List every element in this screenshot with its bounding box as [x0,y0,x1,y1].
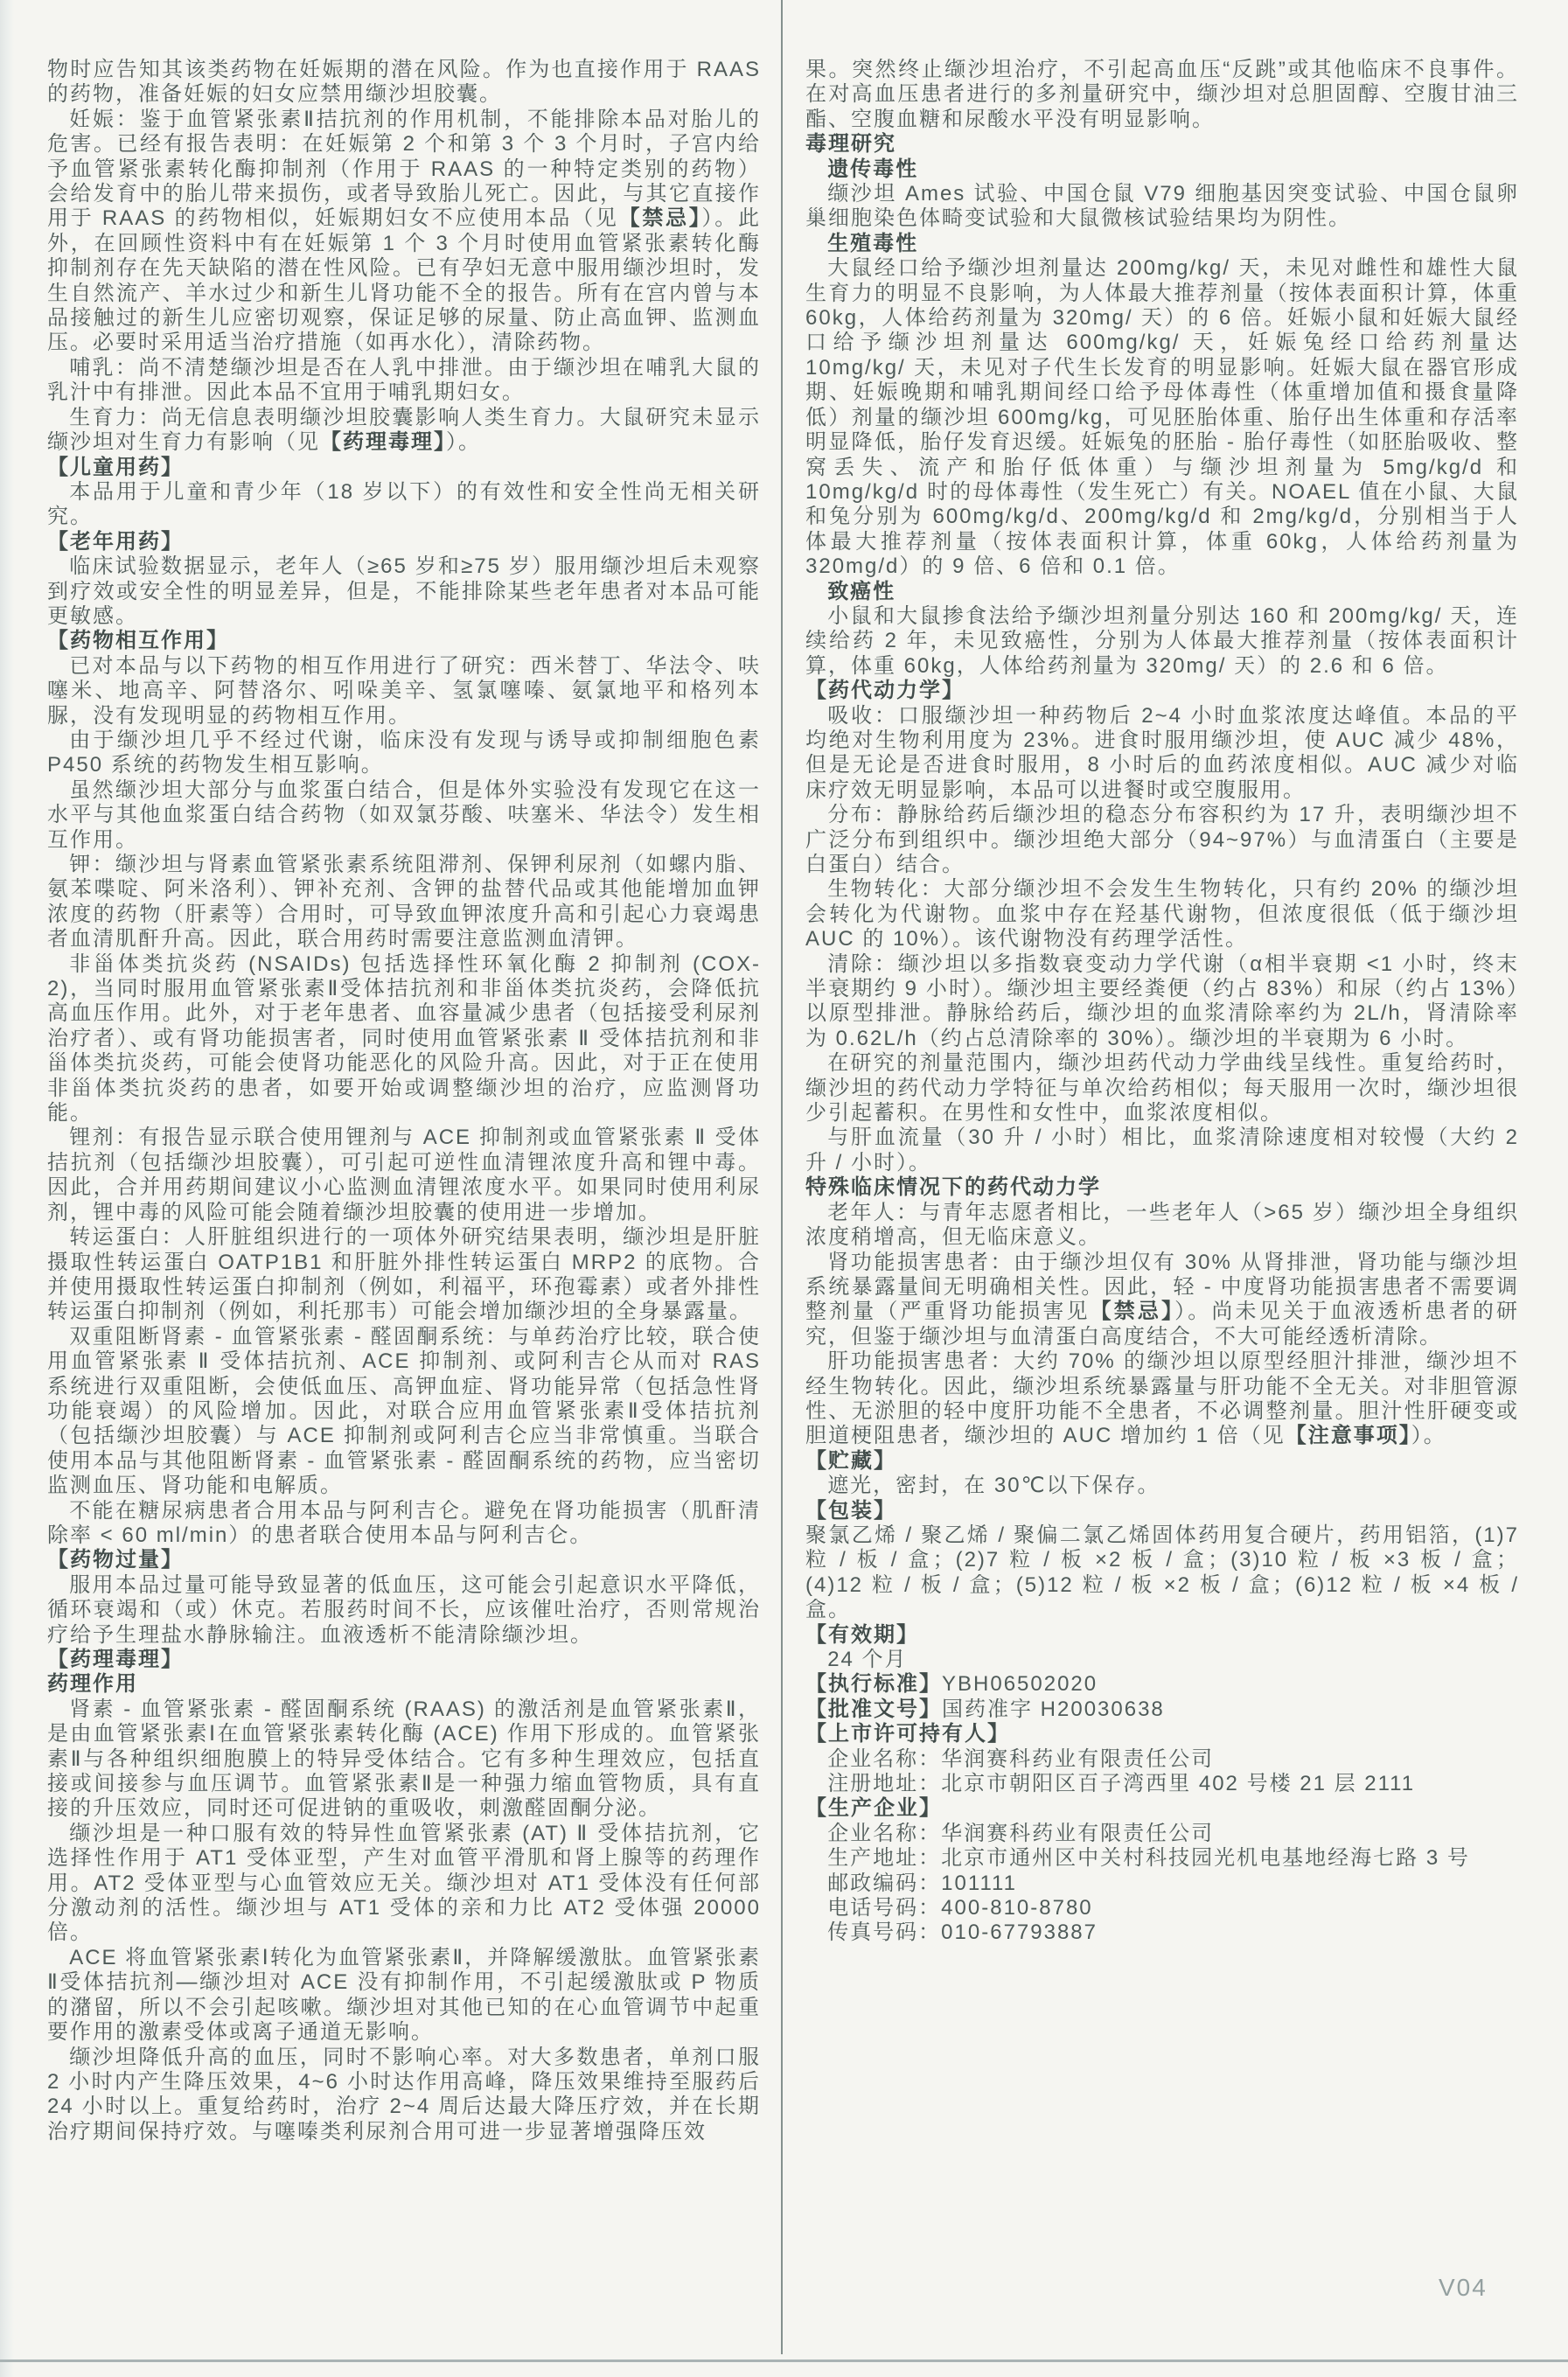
heading-overdose: 【药物过量】 [47,1548,184,1572]
paragraph-phone-number: 电话号码：400-810-8780 [827,1896,1093,1920]
paragraph-linearity: 在研究的剂量范围内，缬沙坦药代动力学曲线呈线性。重复给药时，缬沙坦的药代动力学特征与单次给药相似；每天服用一次时，缬沙坦很少引起蓄积。在男性和女性中，血浆浓度相似。 [805,1051,1519,1126]
paragraph-pregnancy-risk-continued: 物时应告知其该类药物在妊娠期的潜在风险。作为也直接作用于 RAAS 的药物，准备妊娠的妇女应禁用缬沙坦胶囊。 [47,58,761,107]
paragraph-manufacturer-address: 生产地址：北京市通州区中关村科技园光机电基地经海七路 3 号 [827,1846,1470,1871]
heading-pediatric-use: 【儿童用药】 [47,455,184,479]
paragraph-package: 聚氯乙烯 / 聚乙烯 / 聚偏二氯乙烯固体药用复合硬片，药用铝箔，(1)7 粒 / 板 / 盒；(2)7 粒 / 板 ×2 板 / 盒；(3)10 粒 / 板 ×3 板 / 盒；(4)12 粒 / 板 / 盒；(5)12 粒 / 板 ×2 板 / 盒；(6)12 粒 / 板 ×4 板 / 盒。 [805,1523,1519,1622]
heading-license-holder: 【上市许可持有人】 [805,1722,1010,1746]
paragraph-overdose: 服用本品过量可能导致显著的低血压，这可能会引起意识水平降低，循环衰竭和（或）休克。若服药时间不长，应该催吐治疗，否则常规治疗给予生理盐水静脉输注。血液透析不能清除缬沙坦。 [47,1572,761,1647]
paragraph-postal-code: 邮政编码：101111 [827,1871,1017,1895]
paragraph-storage: 遮光，密封，在 30℃以下保存。 [827,1474,1160,1498]
paragraph-p450: 由于缬沙坦几乎不经过代谢，临床没有发现与诱导或抑制细胞色素 P450 系统的药物发生相互影响。 [47,728,761,777]
column-divider-line [781,0,783,2354]
paragraph-nsaids: 非甾体类抗炎药 (NSAIDs) 包括选择性环氧化酶 2 抑制剂 (COX-2)，当同时服用血管紧张素Ⅱ受体拮抗剂和非甾体类抗炎药，会降低抗高血压作用。此外，对于老年患者、血容量减少患者（包括接受利尿剂治疗者）、或有肾功能损害者，同时使用血管紧张素 Ⅱ 受体拮抗剂和非甾体类抗炎药，可能会使肾功能恶化的风险升高。因此，对于正在使用非甾体类抗炎药的患者，如要开始或调整缬沙坦的治疗，应监测肾功能。 [47,951,761,1126]
heading-storage: 【贮藏】 [805,1448,896,1473]
subheading-reproductive-toxicity: 生殖毒性 [827,231,919,255]
paragraph-aliskiren: 不能在糖尿病患者合用本品与阿利吉仑。避免在肾功能损害（肌酐清除率 < 60 ml/min）的患者联合使用本品与阿利吉仑。 [47,1498,761,1547]
scan-edge-shadow [0,0,14,2377]
paragraph-carcinogenicity: 小鼠和大鼠掺食法给予缬沙坦剂量分别达 160 和 200mg/kg/ 天，连续给药 2 年，未见致癌性，分别为人体最大推荐剂量（按体表面积计算，体重 60kg，人体给药剂量为 320mg/ 天）的 2.6 和 6 倍。 [805,603,1519,678]
paragraph-holder-address: 注册地址：北京市朝阳区百子湾西里 402 号楼 21 层 2111 [827,1772,1416,1796]
paragraph-genotoxicity: 缬沙坦 Ames 试验、中国仓鼠 V79 细胞基因突变试验、中国仓鼠卵巢细胞染色体畸变试验和大鼠微核试验结果均为阴性。 [805,182,1519,231]
paragraph-elimination: 清除：缬沙坦以多指数衰变动力学代谢（α相半衰期 <1 小时，终末半衰期约 9 小时）。缬沙坦主要经粪便（约占 83%）和尿（约占 13%）以原型排泄。静脉给药后，缬沙坦的血浆清除率约为 2L/h，肾清除率为 0.62L/h（约占总清除率的 30%）。缬沙坦的半衰期为 6 小时。 [805,951,1519,1050]
paragraph-lactation: 哺乳：尚不清楚缬沙坦是否在人乳中排泄。由于缬沙坦在哺乳大鼠的乳汁中有排泄。因此本品不宜用于哺乳期妇女。 [47,355,761,405]
paragraph-distribution: 分布：静脉给药后缬沙坦的稳态分布容积约为 17 升，表明缬沙坦不广泛分布到组织中。缬沙坦绝大部分（94~97%）与血清蛋白（主要是白蛋白）结合。 [805,803,1519,876]
field-executive-standard: 【执行标准】YBH06502020 [805,1672,1098,1697]
paragraph-biotransformation: 生物转化：大部分缬沙坦不会发生生物转化，只有约 20% 的缬沙坦会转化为代谢物。血浆中存在羟基代谢物，但浓度很低（低于缬沙坦 AUC 的 10%）。该代谢物没有药理学活性。 [805,877,1519,951]
paragraph-fertility: 生育力：尚无信息表明缬沙坦胶囊影响人类生育力。大鼠研究未显示缬沙坦对生育力有影响（见【药理毒理】）。 [47,405,761,455]
heading-pharmacology-toxicology: 【药理毒理】 [47,1648,184,1671]
paragraph-potassium: 钾：缬沙坦与肾素血管紧张素系统阻滞剂、保钾利尿剂（如螺内脂、氨苯喋啶、阿米洛利）、钾补充剂、含钾的盐替代品或其他能增加血钾浓度的药物（肝素等）合用时，可导致血钾浓度升高和引起心力衰竭患者血清肌酐升高。因此，联合用药时需要注意监测血清钾。 [47,853,761,951]
paragraph-lithium: 锂剂：有报告显示联合使用锂剂与 ACE 抑制剂或血管紧张素 Ⅱ 受体拮抗剂（包括缬沙坦胶囊），可引起可逆性血清锂浓度升高和锂中毒。因此，合并用药期间建议小心监测血清锂浓度水平。如果同时使用利尿剂，锂中毒的风险可能会随着缬沙坦胶囊的使用进一步增加。 [47,1126,761,1224]
paragraph-absorption: 吸收：口服缬沙坦一种药物后 2~4 小时血浆浓度达峰值。本品的平均绝对生物利用度为 23%。进食时服用缬沙坦，使 AUC 减少 48%，但是无论是否进食时服用，8 小时后的血药浓度相似。AUC 减少对临床疗效无明显影响，本品可以进餐时或空腹服用。 [805,703,1519,802]
left-column [47,58,761,2144]
paragraph-transporters: 转运蛋白：人肝脏组织进行的一项体外研究结果表明，缬沙坦是肝脏摄取性转运蛋白 OATP1B1 和肝脏外排性转运蛋白 MRP2 的底物。合并使用摄取性转运蛋白抑制剂（例如，利福平，环孢霉素）或者外排性转运蛋白抑制剂（例如，利托那韦）可能会增加缬沙坦的全身暴露量。 [47,1225,761,1324]
paragraph-geriatric-use: 临床试验数据显示，老年人（≥65 岁和≥75 岁）服用缬沙坦后未观察到疗效或安全性的明显差异，但是，不能排除某些老年患者对本品可能更敏感。 [47,554,761,628]
right-column [805,58,1519,1946]
subheading-toxicology-research: 毒理研究 [805,132,896,157]
paragraph-renal-impairment: 肾功能损害患者：由于缬沙坦仅有 30% 从肾排泄，肾功能与缬沙坦系统暴露量间无明确相关性。因此，轻 - 中度肾功能损害患者不需要调整剂量（严重肾功能损害见【禁忌】）。尚未见关于血液透析患者的研究，但鉴于缬沙坦与血清蛋白高度结合，不大可能经透析清除。 [805,1250,1520,1349]
paragraph-bp-lowering: 缬沙坦降低升高的血压，同时不影响心率。对大多数患者，单剂口服 2 小时内产生降压效果，4~6 小时达作用高峰，降压效果维持至服药后 24 小时以上。重复给药时，治疗 2~4 周后达最大降压疗效，并在长期治疗期间保持疗效。与噻嗪类利尿剂合用可进一步显著增强降压效 [47,2045,761,2143]
subheading-special-populations-pk: 特殊临床情况下的药代动力学 [805,1175,1101,1200]
paragraph-hepatic-impairment: 肝功能损害患者：大约 70% 的缬沙坦以原型经胆汁排泄，缬沙坦不经生物转化。因此，缬沙坦系统暴露量与肝功能不全无关。对非胆管源性、无淤胆的轻中度肝功能不全患者，不必调整剂量。胆汁性肝硬变或胆道梗阻患者，缬沙坦的 AUC 增加约 1 倍（见【注意事项】）。 [805,1349,1519,1448]
subheading-genotoxicity: 遗传毒性 [827,157,919,181]
paragraph-dual-blockade: 双重阻断肾素 - 血管紧张素 - 醛固酮系统：与单药治疗比较，联合使用血管紧张素 Ⅱ 受体拮抗剂、ACE 抑制剂、或阿利吉仑从而对 RAS 系统进行双重阻断，会使低血压、高钾血症、肾功能异常（包括急性肾功能衰竭）的风险增加。因此，对联合应用血管紧张素Ⅱ受体拮抗剂（包括缬沙坦胶囊）与 ACE 抑制剂或阿利吉仑应当非常慎重。当联合使用本品与其他阻断肾素 - 血管紧张素 - 醛固酮系统的药物，应当密切监测血压、肾功能和电解质。 [47,1324,761,1498]
heading-geriatric-use: 【老年用药】 [47,529,184,554]
paragraph-studied-interactions: 已对本品与以下药物的相互作用进行了研究：西米替丁、华法令、呋噻米、地高辛、阿替洛尔、吲哚美辛、氢氯噻嗪、氨氯地平和格列本脲，没有发现明显的药物相互作用。 [47,653,761,728]
paragraph-at1-selectivity: 缬沙坦是一种口服有效的特异性血管紧张素 (AT) Ⅱ 受体拮抗剂，它选择性作用于 AT1 受体亚型，产生对血管平滑肌和肾上腺等的药理作用。AT2 受体亚型与心血管效应无关。缬沙坦对 AT1 受体没有任何部分激动剂的活性。缬沙坦与 AT1 受体的亲和力比 AT2 受体强 20000 倍。 [47,1821,761,1945]
heading-manufacturer: 【生产企业】 [805,1796,942,1821]
paragraph-hepatic-blood-flow: 与肝血流量（30 升 / 小时）相比，血浆清除速度相对较慢（大约 2 升 / 小时）。 [805,1126,1519,1175]
heading-drug-interactions: 【药物相互作用】 [47,629,229,653]
heading-shelf-life: 【有效期】 [805,1622,919,1647]
paragraph-elderly-pk: 老年人：与青年志愿者相比，一些老年人（>65 岁）缬沙坦全身组织浓度稍增高，但无临床意义。 [805,1200,1519,1250]
paragraph-pediatric-use: 本品用于儿童和青少年（18 岁以下）的有效性和安全性尚无相关研究。 [47,479,761,529]
paragraph-fax-number: 传真号码：010-67793887 [827,1920,1098,1945]
paragraph-ace-no-inhibition: ACE 将血管紧张素Ⅰ转化为血管紧张素Ⅱ，并降解缓激肽。血管紧张素Ⅱ受体拮抗剂—缬沙坦对 ACE 没有抑制作用，不引起缓激肽或 P 物质的潴留，所以不会引起咳嗽。缬沙坦对其他已知的在心血管调节中起重要作用的激素受体或离子通道无影响。 [47,1945,761,2045]
paragraph-manufacturer-name: 企业名称：华润赛科药业有限责任公司 [827,1821,1215,1845]
paragraph-shelf-life: 24 个月 [827,1648,908,1671]
subheading-pharmacologic-action: 药理作用 [47,1672,138,1697]
paragraph-protein-binding: 虽然缬沙坦大部分与血浆蛋白结合，但是体外实验没有发现它在这一水平与其他血浆蛋白结合药物（如双氯芬酸、呋塞米、华法令）发生相互作用。 [47,777,761,852]
paragraph-pregnancy: 妊娠：鉴于血管紧张素Ⅱ拮抗剂的作用机制，不能排除本品对胎儿的危害。已经有报告表明：在妊娠第 2 个和第 3 个 3 个月时，子宫内给予血管紧张素转化酶抑制剂（作用于 RAAS 的一种特定类别的药物）会给发育中的胎儿带来损伤，或者导致胎儿死亡。因此，与其它直接作用于 RAAS 的药物相似，妊娠期妇女不应使用本品（见【禁忌】）。此外，在回顾性资料中有在妊娠第 1 个 3 个月时使用血管紧张素转化酶抑制剂存在先天缺陷的潜在性风险。已有孕妇无意中服用缬沙坦时，发生自然流产、羊水过少和新生儿肾功能不全的报告。所有在宫内曾与本品接触过的新生儿应密切观察，保证足够的尿量、防止高血钾、监测血压。必要时采用适当治疗措施（如再水化），清除药物。 [47,107,761,355]
page-code: V04 [1439,2274,1488,2301]
paragraph-no-rebound: 果。突然终止缬沙坦治疗，不引起高血压“反跳”或其他临床不良事件。在对高血压患者进行的多剂量研究中，缬沙坦对总胆固醇、空腹甘油三酯、空腹血糖和尿酸水平没有明显影响。 [805,58,1519,131]
bottom-edge-line [0,2360,1568,2362]
heading-package: 【包装】 [805,1498,896,1523]
paragraph-holder-name: 企业名称：华润赛科药业有限责任公司 [827,1746,1215,1771]
subheading-carcinogenicity: 致癌性 [827,579,896,603]
paragraph-raas: 肾素 - 血管紧张素 - 醛固酮系统 (RAAS) 的激活剂是血管紧张素Ⅱ，是由血管紧张素Ⅰ在血管紧张素转化酶 (ACE) 作用下形成的。血管紧张素Ⅱ与各种组织细胞膜上的特异受体结合。它有多种生理效应，包括直接或间接参与血压调节。血管紧张素Ⅱ是一种强力缩血管物质，具有直接的升压效应，同时还可促进钠的重吸收，刺激醛固酮分泌。 [47,1697,761,1821]
paragraph-reproductive-toxicity: 大鼠经口给予缬沙坦剂量达 200mg/kg/ 天，未见对雌性和雄性大鼠生育力的明显不良影响，为人体最大推荐剂量（按体表面积计算，体重 60kg，人体给药剂量为 320mg/ 天）的 6 倍。妊娠小鼠和妊娠大鼠经口给予缬沙坦剂量达 600mg/kg/ 天，妊娠兔经口给药剂量达 10mg/kg/ 天，未见对子代生长发育的明显影响。妊娠大鼠在器官形成期、妊娠晚期和哺乳期间经口给予母体毒性（体重增加值和摄食量降低）剂量的缬沙坦 600mg/kg，可见胚胎体重、胎仔出生体重和存活率明显降低，胎仔发育迟缓。妊娠兔的胚胎 - 胎仔毒性（如胚胎吸收、整窝丢失、流产和胎仔低体重）与缬沙坦剂量为 5mg/kg/d 和 10mg/kg/d 时的母体毒性（发生死亡）有关。NOAEL 值在小鼠、大鼠和兔分别为 600mg/kg/d、200mg/kg/d 和 2mg/kg/d，分别相当于人体最大推荐剂量（按体表面积计算，体重 60kg，人体给药剂量为 320mg/d）的 9 倍、6 倍和 0.1 倍。 [805,256,1519,579]
field-approval-number: 【批准文号】国药准字 H20030638 [805,1697,1165,1721]
heading-pharmacokinetics: 【药代动力学】 [805,679,965,703]
